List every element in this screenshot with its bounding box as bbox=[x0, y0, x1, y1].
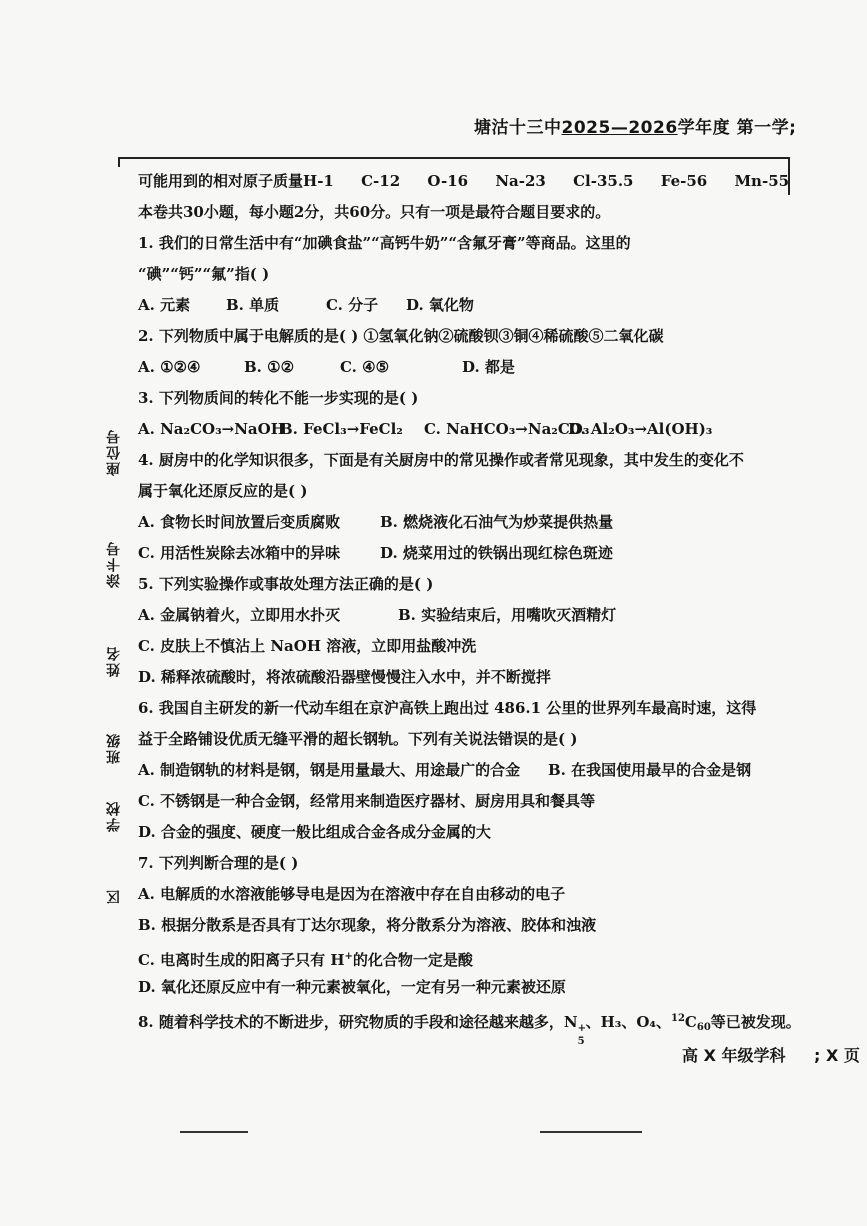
q2-option-b: B. ①② bbox=[244, 358, 295, 376]
q7-option-d: D. 氧化还原反应中有一种元素被氧化，一定有另一种元素被还原 bbox=[138, 978, 566, 996]
exam-title: 塘沽十三中2025—2026学年度 第一学; bbox=[474, 118, 797, 138]
q2-option-a: A. ①②④ bbox=[138, 358, 201, 376]
q2-stem: 2. 下列物质中属于电解质的是( ) ①氢氧化钠②硫酸钡③铜④稀硫酸⑤二氧化碳 bbox=[138, 327, 664, 345]
q5-options-ab bbox=[138, 600, 798, 631]
header-rule bbox=[118, 157, 790, 159]
bottom-rule-right bbox=[540, 1131, 642, 1133]
q4-option-b: B. 燃烧液化石油气为炒菜提供热量 bbox=[380, 513, 614, 531]
q4-option-c: C. 用活性炭除去冰箱中的异味 bbox=[138, 544, 341, 562]
q3-option-c: C. NaHCO₃→Na₂CO₃ bbox=[424, 420, 590, 438]
q5-option-c: C. 皮肤上不慎沾上 NaOH 溶液，立即用盐酸冲洗 bbox=[138, 637, 477, 655]
atomic-masses: 可能用到的相对原子质量H-1 C-12 O-16 Na-23 Cl-35.5 Fe-56 Mn-55 bbox=[138, 172, 790, 190]
q3-options bbox=[138, 414, 798, 445]
q3-stem: 3. 下列物质间的转化不能一步实现的是( ) bbox=[138, 389, 419, 407]
q6-option-b: B. 在我国使用最早的合金是钢 bbox=[548, 761, 752, 779]
instructions: 本卷共30小题，每小题2分，共60分。只有一项是最符合题目要求的。 bbox=[138, 203, 611, 221]
q6-stem-2: 益于全路铺设优质无缝平滑的超长钢轨。下列有关说法错误的是( ) bbox=[138, 730, 578, 748]
bottom-rule-left bbox=[180, 1131, 248, 1133]
q6-stem-1: 6. 我国自主研发的新一代动车组在京沪高铁上跑出过 486.1 公里的世界列车最高时速，这得 bbox=[138, 699, 757, 717]
q3-option-b: B. FeCl₃→FeCl₂ bbox=[280, 420, 403, 438]
q5-stem: 5. 下列实验操作或事故处理方法正确的是( ) bbox=[138, 575, 434, 593]
side-label-name: 姓名 bbox=[106, 645, 122, 677]
footer-grade-label: 高 X 年级学科 bbox=[682, 1046, 786, 1065]
footer-page: ; X 页 bbox=[814, 1046, 860, 1065]
q7-option-b: B. 根据分散系是否具有丁达尔现象，将分散系分为溶液、胶体和浊液 bbox=[138, 916, 597, 934]
q2-options bbox=[138, 352, 798, 383]
q6-options-ab bbox=[138, 755, 798, 786]
q1-option-a: A. 元素 bbox=[138, 296, 191, 314]
exam-body bbox=[138, 166, 801, 1047]
q7-option-a: A. 电解质的水溶液能够导电是因为在溶液中存在自由移动的电子 bbox=[138, 885, 566, 903]
side-label-seat: 座位号 bbox=[106, 428, 122, 476]
q4-stem-2: 属于氧化还原反应的是( ) bbox=[138, 482, 308, 500]
q7-stem: 7. 下列判断合理的是( ) bbox=[138, 854, 299, 872]
q6-option-c: C. 不锈钢是一种合金钢，经常用来制造医疗器材、厨房用具和餐具等 bbox=[138, 792, 596, 810]
q5-option-d: D. 稀释浓硫酸时，将浓硫酸沿器壁慢慢注入水中，并不断搅拌 bbox=[138, 668, 551, 686]
q6-option-a: A. 制造钢轨的材料是钢，钢是用量最大、用途最广的合金 bbox=[138, 761, 521, 779]
q1-stem-2: “碘”“钙”“氟”指( ) bbox=[138, 265, 270, 283]
q3-option-a: A. Na₂CO₃→NaOH bbox=[138, 420, 285, 438]
q5-option-b: B. 实验结束后，用嘴吹灭酒精灯 bbox=[398, 606, 617, 624]
q4-options-ab bbox=[138, 507, 798, 538]
q1-option-c: C. 分子 bbox=[326, 296, 379, 314]
q4-stem-1: 4. 厨房中的化学知识很多，下面是有关厨房中的常见操作或者常见现象，其中发生的变化不 bbox=[138, 451, 744, 469]
q6-option-d: D. 合金的强度、硬度一般比组成合金各成分金属的大 bbox=[138, 823, 491, 841]
q4-option-a: A. 食物长时间放置后变质腐败 bbox=[138, 513, 341, 531]
q1-option-b: B. 单质 bbox=[226, 296, 280, 314]
side-label-district: 区 bbox=[106, 888, 122, 904]
q5-option-a: A. 金属钠着火，立即用水扑灭 bbox=[138, 606, 341, 624]
q1-options bbox=[138, 290, 798, 321]
side-label-school: 学校 bbox=[106, 800, 122, 832]
q1-option-d: D. 氧化物 bbox=[406, 296, 474, 314]
q4-option-d: D. 烧菜用过的铁锅出现红棕色斑迹 bbox=[380, 544, 613, 562]
q3-option-d: D. Al₂O₃→Al(OH)₃ bbox=[568, 420, 713, 438]
q1-stem-1: 1. 我们的日常生活中有“加碘食盐”“高钙牛奶”“含氟牙膏”等商品。这里的 bbox=[138, 234, 631, 252]
q2-option-c: C. ④⑤ bbox=[340, 358, 390, 376]
side-label-class: 班级 bbox=[106, 732, 122, 764]
header-rule-left bbox=[118, 157, 120, 167]
side-label-card: 涂卡号 bbox=[106, 540, 122, 588]
q8-stem: 8. 随着科学技术的不断进步，研究物质的手段和途径越来越多，N + 5 、H₃、O₄、$^{12}C_{60}$等已被发现。 bbox=[138, 1013, 801, 1047]
q2-option-d: D. 都是 bbox=[462, 358, 515, 376]
q4-options-cd bbox=[138, 538, 798, 569]
q7-option-c: C. 电离时生成的阳离子只有 H+的化合物一定是酸 bbox=[138, 951, 473, 969]
